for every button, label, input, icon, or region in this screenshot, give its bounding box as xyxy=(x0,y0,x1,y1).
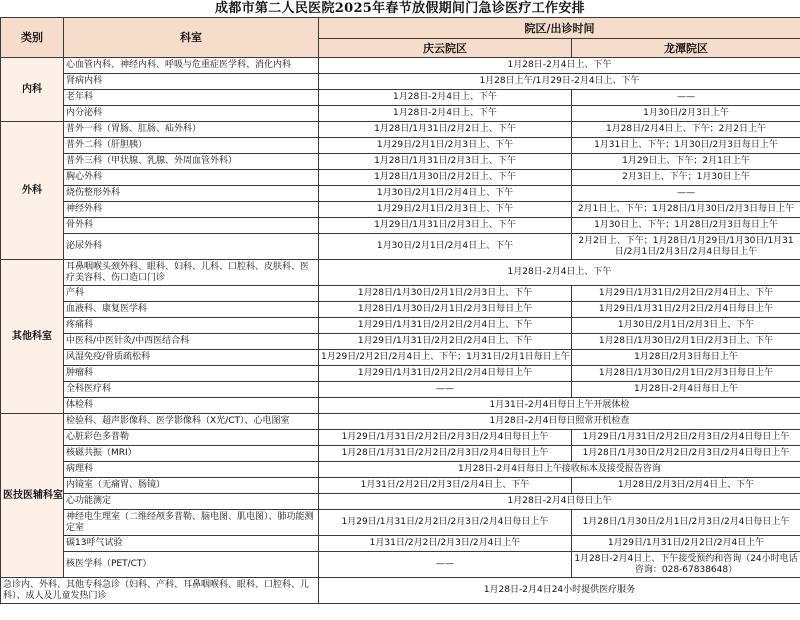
table-row xyxy=(1,122,800,138)
department-cell: 神经电生理室（二维经颅多普勒、脑电图、肌电图）、肺功能测定室 xyxy=(64,510,319,536)
table-row xyxy=(1,462,800,478)
schedule-cell-both-campuses: 1月28日上午/1月29日-2月4日上、下午 xyxy=(319,74,800,90)
schedule-cell-longtan: 1月29日/1月31日/2月2日/2月4日上午 xyxy=(572,536,800,552)
department-cell: 病理科 xyxy=(64,462,319,478)
department-cell: 内镜室（无痛胃、肠镜） xyxy=(64,478,319,494)
schedule-cell-longtan: 1月28日-2月4日上、下午接受预约和咨询（24小时电话咨询：028-67838648） xyxy=(572,552,800,578)
schedule-cell-qingyun: 1月29日/1月31日/2月2日/2月4日上、下午 xyxy=(319,318,572,334)
schedule-cell-both-campuses: 1月28日-2月4日上、下午 xyxy=(319,260,800,286)
schedule-cell-longtan: 1月28日/2月3日/2月4日上、下午 xyxy=(572,478,800,494)
schedule-cell-longtan: 1月30日/2月3日上午 xyxy=(572,106,800,122)
table-row xyxy=(1,202,800,218)
schedule-cell-qingyun: 1月29日/1月31日/2月2日/2月4日上、下午 xyxy=(319,334,572,350)
category-cell: 内科 xyxy=(1,58,64,122)
schedule-table xyxy=(0,17,800,604)
department-cell: 肾病内科 xyxy=(64,74,319,90)
header-campus-longtan: 龙潭院区 xyxy=(572,39,800,58)
page-title: 成都市第二人民医院2025年春节放假期间门急诊医疗工作安排 xyxy=(215,1,585,16)
category-cell: 医技医辅科室 xyxy=(1,414,64,578)
schedule-cell-qingyun: 1月30日/2月1日/2月4日上、下午 xyxy=(319,186,572,202)
department-cell: 核磁共振（MRI） xyxy=(64,446,319,462)
schedule-cell-longtan: 1月28日/1月30日/2月1日/2月3日/2月4日每日上午 xyxy=(572,510,800,536)
department-cell: 中医科/中医针灸/中西医结合科 xyxy=(64,334,319,350)
department-cell: 普外二科（肝胆胰） xyxy=(64,138,319,154)
schedule-cell-both-campuses: 1月28日-2月4日每日照常开机检查 xyxy=(319,414,800,430)
schedule-cell-longtan: —— xyxy=(572,186,800,202)
schedule-cell-qingyun: 1月29日/1月31日/2月2日/2月3日/2月4日每日上午 xyxy=(319,510,572,536)
schedule-cell-qingyun: 1月28日/1月31日/2月3日上、下午 xyxy=(319,154,572,170)
schedule-cell-qingyun: 1月29日/1月31日/2月3日上、下午 xyxy=(319,218,572,234)
schedule-cell-longtan: 1月28日-2月4日每日上午 xyxy=(572,382,800,398)
department-cell: 心功能测定 xyxy=(64,494,319,510)
table-row xyxy=(1,106,800,122)
schedule-cell-qingyun: 1月28日/1月31日/2月2日/2月3日/2月4日每日上午 xyxy=(319,446,572,462)
schedule-cell-longtan: 1月28日/2月3日每日上午 xyxy=(572,350,800,366)
footer-schedule: 1月28日-2月4日24小时提供医疗服务 xyxy=(319,578,800,604)
schedule-cell-both-campuses: 1月31日-2月4日每日上午开展体检 xyxy=(319,398,800,414)
table-row xyxy=(1,186,800,202)
table-row xyxy=(1,446,800,462)
department-cell: 耳鼻咽喉头颈外科、眼科、妇科、儿科、口腔科、皮肤科、医疗美容科、伤口造口门诊 xyxy=(64,260,319,286)
table-row xyxy=(1,478,800,494)
schedule-cell-longtan: 2月1日上、下午；1月28日/1月30日/2月3日每日上午 xyxy=(572,202,800,218)
table-row xyxy=(1,552,800,578)
schedule-cell-qingyun: 1月29日/2月1日/2月3日上、下午 xyxy=(319,202,572,218)
schedule-cell-longtan: 1月29日/1月31日/2月2日/2月4日每日上午 xyxy=(572,302,800,318)
schedule-cell-longtan: 1月29日上、下午；2月1日上午 xyxy=(572,154,800,170)
table-row xyxy=(1,58,800,74)
category-cell: 其他科室 xyxy=(1,260,64,414)
table-row xyxy=(1,414,800,430)
header-campus-qingyun: 庆云院区 xyxy=(319,39,572,58)
table-row xyxy=(1,260,800,286)
schedule-cell-qingyun: 1月28日-2月4日上、下午 xyxy=(319,106,572,122)
schedule-cell-both-campuses: 1月28日-2月4日上、下午 xyxy=(319,58,800,74)
schedule-cell-qingyun: 1月30日/2月1日/2月4日上、下午 xyxy=(319,234,572,260)
table-row xyxy=(1,138,800,154)
department-cell: 老年科 xyxy=(64,90,319,106)
category-cell: 外科 xyxy=(1,122,64,260)
department-cell: 肿瘤科 xyxy=(64,366,319,382)
schedule-body xyxy=(1,58,800,604)
schedule-cell-longtan: 1月29日/1月31日/2月2日/2月3日/2月4日每日上午 xyxy=(572,430,800,446)
footer-row xyxy=(1,578,800,604)
department-cell: 神经外科 xyxy=(64,202,319,218)
department-cell: 体检科 xyxy=(64,398,319,414)
table-row xyxy=(1,286,800,302)
schedule-cell-longtan: 1月30日/2月1日/2月3日上、下午 xyxy=(572,318,800,334)
schedule-cell-qingyun: 1月28日/1月30日/2月1日/2月3日每日上午 xyxy=(319,302,572,318)
schedule-cell-longtan: 1月29日/1月31日/2月2日/2月4日上、下午 xyxy=(572,286,800,302)
schedule-cell-longtan: 1月28日/2月4日上、下午；2月2日上午 xyxy=(572,122,800,138)
table-row xyxy=(1,218,800,234)
footer-department: 急诊内、外科、其他专科急诊（妇科、产科、耳鼻咽喉科、眼科、口腔科、儿科）、成人及儿童发热门诊 xyxy=(1,578,319,604)
table-row xyxy=(1,382,800,398)
schedule-cell-qingyun: 1月28日/1月30日/2月2日上、下午 xyxy=(319,170,572,186)
department-cell: 内分泌科 xyxy=(64,106,319,122)
table-row xyxy=(1,366,800,382)
department-cell: 产科 xyxy=(64,286,319,302)
schedule-cell-both-campuses: 1月28日-2月4日每日上午 xyxy=(319,494,800,510)
header-category: 类别 xyxy=(1,18,64,58)
department-cell: 碳13呼气试验 xyxy=(64,536,319,552)
table-row xyxy=(1,90,800,106)
schedule-cell-qingyun: 1月31日/2月2日/2月3日/2月4日上午 xyxy=(319,536,572,552)
department-cell: 骨外科 xyxy=(64,218,319,234)
table-row xyxy=(1,494,800,510)
schedule-cell-qingyun: —— xyxy=(319,552,572,578)
schedule-cell-qingyun: 1月28日/1月30日/2月1日/2月3日上、下午 xyxy=(319,286,572,302)
department-cell: 疼痛科 xyxy=(64,318,319,334)
schedule-cell-longtan: 1月28日/1月30日/2月1日/2月3日上、下午 xyxy=(572,334,800,350)
table-row xyxy=(1,398,800,414)
department-cell: 普外一科（胃肠、肛肠、疝外科） xyxy=(64,122,319,138)
table-row xyxy=(1,536,800,552)
table-row xyxy=(1,350,800,366)
schedule-cell-qingyun: 1月28日/1月31日/2月2日上、下午 xyxy=(319,122,572,138)
schedule-cell-longtan: 1月31日上、下午；1月30日/2月3日每日上午 xyxy=(572,138,800,154)
schedule-cell-qingyun: 1月29日/2月2日/2月4日上、下午；1月31日/2月1日每日上午 xyxy=(319,350,572,366)
schedule-cell-longtan: 2月2日上、下午；1月28日/1月29日/1月30日/1月31日/2月1日/2月3日/2月4日每日上午 xyxy=(572,234,800,260)
department-cell: 检验科、超声影像科、医学影像科（X光/CT）、心电图室 xyxy=(64,414,319,430)
department-cell: 心脏彩色多普勒 xyxy=(64,430,319,446)
schedule-cell-qingyun: 1月28日-2月4日上、下午 xyxy=(319,90,572,106)
table-row xyxy=(1,154,800,170)
schedule-cell-longtan: 1月28日/1月30日/2月1日/2月3日每日上午 xyxy=(572,366,800,382)
schedule-cell-longtan: 1月28日/1月30日/2月2日/2月3日/2月4日每日上午 xyxy=(572,446,800,462)
schedule-cell-qingyun: —— xyxy=(319,382,572,398)
table-row xyxy=(1,74,800,90)
table-row xyxy=(1,234,800,260)
department-cell: 胸心外科 xyxy=(64,170,319,186)
department-cell: 泌尿外科 xyxy=(64,234,319,260)
schedule-cell-longtan: —— xyxy=(572,90,800,106)
schedule-cell-qingyun: 1月29日/1月31日/2月2日/2月3日/2月4日每日上午 xyxy=(319,430,572,446)
schedule-cell-longtan: 2月3日上、下午；1月30日上午 xyxy=(572,170,800,186)
schedule-cell-qingyun: 1月31日/2月2日/2月3日/2月4日上、下午 xyxy=(319,478,572,494)
header-department: 科室 xyxy=(64,18,319,58)
department-cell: 普外三科（甲状腺、乳腺、外周血管外科） xyxy=(64,154,319,170)
schedule-cell-both-campuses: 1月28日-2月4日每日上午接收标本及接受报告咨询 xyxy=(319,462,800,478)
table-row xyxy=(1,318,800,334)
table-row xyxy=(1,510,800,536)
department-cell: 血液科、康复医学科 xyxy=(64,302,319,318)
table-row xyxy=(1,430,800,446)
department-cell: 全科医疗科 xyxy=(64,382,319,398)
table-row xyxy=(1,334,800,350)
department-cell: 烧伤整形外科 xyxy=(64,186,319,202)
department-cell: 核医学科（PET/CT） xyxy=(64,552,319,578)
table-row xyxy=(1,302,800,318)
department-cell: 风湿免疫/骨质疏松科 xyxy=(64,350,319,366)
department-cell: 心血管内科、神经内科、呼吸与危重症医学科、消化内科 xyxy=(64,58,319,74)
schedule-cell-qingyun: 1月29日/2月1日/2月3日上、下午 xyxy=(319,138,572,154)
schedule-cell-longtan: 1月30日上、下午；1月28日/2月3日每日上午 xyxy=(572,218,800,234)
schedule-cell-qingyun: 1月29日/1月31日/2月2日/2月4日每日上午 xyxy=(319,366,572,382)
header-schedule: 院区/出诊时间 xyxy=(319,18,800,39)
table-row xyxy=(1,170,800,186)
